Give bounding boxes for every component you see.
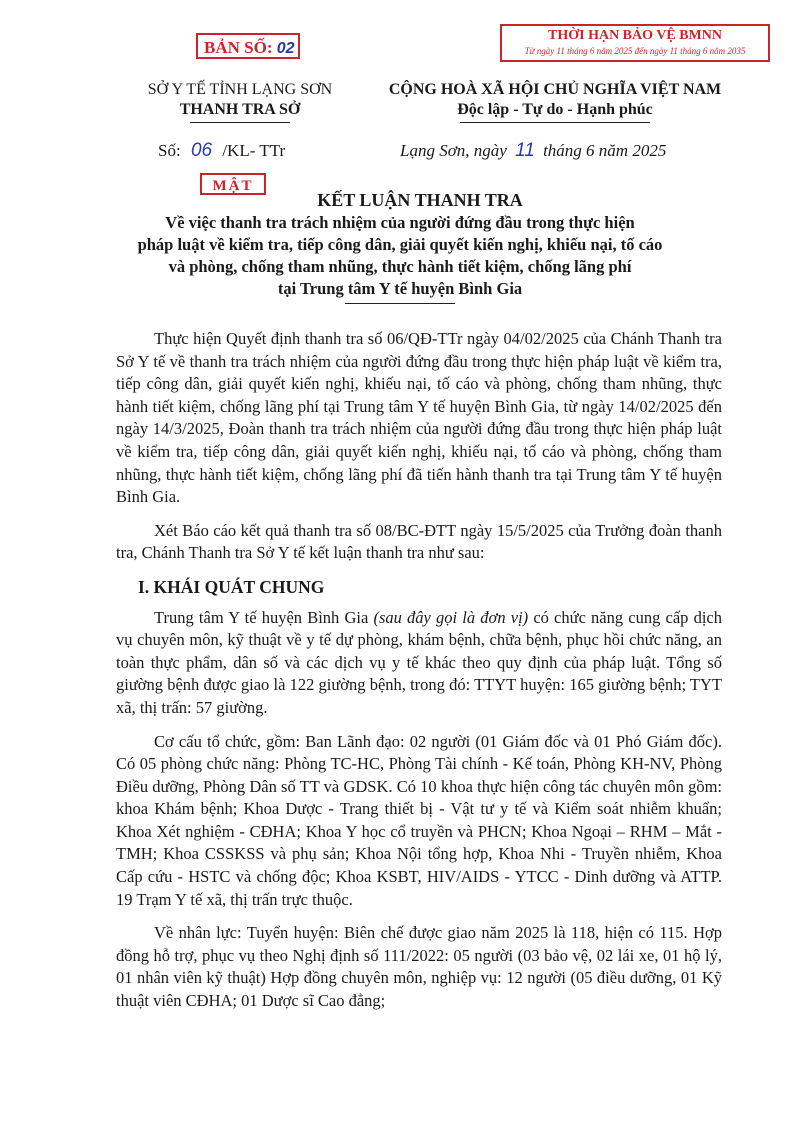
body-paragraph: Về nhân lực: Tuyển huyện: Biên chế được giao năm 2025 là 118, hiện có 115. Hợp đồng hỗ trợ, phục vụ theo Nghị định số 111/2022: 05 người (03 bảo vệ, 02 lái xe, 01 hộ lý, 01 nhân viên kỹ thuật) Hợp đồng chuyên môn, nghiệp vụ: 12 người (05 điều dưỡng, 01 Kỹ thuật viên CĐHA; 01 Dược sĩ Cao đẳng; bbox=[116, 923, 722, 1011]
document-subtitle-line: Về việc thanh tra trách nhiệm của người đứng đầu trong thực hiện bbox=[165, 213, 635, 232]
org-parent: SỞ Y TẾ TỈNH LẠNG SƠN bbox=[147, 81, 333, 98]
doc-date-before: Lạng Sơn, ngày bbox=[400, 141, 507, 160]
stamp-ban-so-value: 02 bbox=[276, 40, 295, 57]
nation-motto: Độc lập - Tự do - Hạnh phúc bbox=[457, 101, 653, 118]
nation-underline bbox=[460, 122, 650, 123]
para-italic-text: (sau đây gọi là đơn vị) bbox=[373, 607, 529, 627]
doc-number-value: 06 bbox=[190, 140, 213, 161]
document-subtitle-line: pháp luật về kiểm tra, tiếp công dân, giải quyết kiến nghị, khiếu nại, tố cáo bbox=[137, 235, 663, 254]
doc-date-day: 11 bbox=[515, 140, 535, 161]
stamp-secret: MẬT bbox=[200, 173, 266, 195]
body-paragraph: Cơ cấu tổ chức, gồm: Ban Lãnh đạo: 02 người (01 Giám đốc và 01 Phó Giám đốc). Có 05 phòng chức năng: Phòng TC-HC, Phòng Tài chính - Kế toán, Phòng KH-NV, Phòng Điều dưỡng, Phòng Dân số TT và GDSK. Có 10 khoa thực hiện công tác chuyên môn gồm: khoa Khám bệnh; Khoa Dược - Trang thiết bị - Vật tư y tế và Kiểm soát nhiễm khuẩn; Khoa Xét nghiệm - CĐHA; Khoa Y học cổ truyền và PHCN; Khoa Ngoại – RHM – Mắt - TMH; Khoa CSSKSS và phụ sản; Khoa Nội tổng hợp, Khoa Nhi - Truyền nhiễm, Khoa Cấp cứu - HSTC và chống độc; Khoa KSBT, HIV/AIDS - YTCC - Dinh dưỡng và ATTP. 19 Trạm Y tế xã, thị trấn trực thuộc. bbox=[116, 731, 722, 909]
para-text: có chức năng cung cấp dịch vụ chuyên môn, kỹ thuật về y tế dự phòng, khám bệnh, chữa bệnh, phục hồi chức năng, an toàn thực phẩm, dân số và các dịch vụ y tế khác theo quy định của pháp luật. Tổng số giường bệnh được giao là 122 giường bệnh, trong đó: TTYT huyện: 165 giường bệnh; TYT xã, thị trấn: 57 giường. bbox=[116, 607, 722, 717]
issuing-organization bbox=[120, 80, 360, 123]
nation-name: CỘNG HOÀ XÃ HỘI CHỦ NGHĨA VIỆT NAM bbox=[388, 81, 722, 98]
national-header bbox=[365, 80, 745, 123]
body-paragraph bbox=[116, 607, 722, 720]
stamp-protection-period bbox=[500, 24, 770, 62]
body-paragraph: Xét Báo cáo kết quả thanh tra số 08/BC-ĐTT ngày 15/5/2025 của Trưởng đoàn thanh tra, Chánh Thanh tra Sở Y tế kết luận thanh tra như sau: bbox=[116, 520, 722, 563]
stamp-protection-title: THỜI HẠN BẢO VỆ BMNN bbox=[548, 28, 722, 43]
document-title-block bbox=[110, 188, 690, 304]
section-heading: I. KHÁI QUÁT CHUNG bbox=[138, 576, 325, 597]
document-subtitle-line: tại Trung tâm Y tế huyện Bình Gia bbox=[277, 279, 523, 298]
para-text: Trung tâm Y tế huyện Bình Gia bbox=[154, 607, 374, 627]
stamp-ban-so-label: BẢN SỐ: bbox=[204, 38, 273, 57]
org-name: THANH TRA SỞ bbox=[179, 101, 301, 118]
document-subtitle-line: và phòng, chống tham nhũng, thực hành tiết kiệm, chống lãng phí bbox=[168, 257, 632, 276]
doc-number-suffix: /KL- TTr bbox=[222, 141, 286, 160]
document-title: KẾT LUẬN THANH TRA bbox=[317, 190, 523, 210]
org-underline bbox=[190, 122, 290, 123]
doc-number-prefix: Số: bbox=[158, 141, 181, 160]
document-number bbox=[158, 140, 285, 162]
document-body bbox=[116, 328, 722, 1024]
stamp-protection-detail: Từ ngày 11 tháng 6 năm 2025 đến ngày 11 tháng 6 năm 2035 bbox=[524, 46, 746, 56]
body-paragraph: Thực hiện Quyết định thanh tra số 06/QĐ-TTr ngày 04/02/2025 của Chánh Thanh tra Sở Y tế về thanh tra trách nhiệm của người đứng đầu trong thực hiện pháp luật về kiểm tra, tiếp công dân, giải quyết kiến nghị, khiếu nại, tố cáo và phòng, chống tham nhũng, thực hành tiết kiệm, chống lãng phí tại Trung tâm Y tế huyện Bình Gia, từ ngày 14/02/2025 đến ngày 14/3/2025, Đoàn thanh tra trách nhiệm của người đứng đầu trong thực hiện pháp luật về kiểm tra, tiếp công dân, giải quyết kiến nghị, khiếu nại, tố cáo và phòng, chống tham nhũng, thực hành tiết kiệm, chống lãng phí đã tiến hành thanh tra tại Trung tâm Y tế huyện Bình Gia. bbox=[116, 329, 722, 507]
title-underline bbox=[345, 303, 455, 304]
doc-date-after: tháng 6 năm 2025 bbox=[543, 141, 667, 160]
document-date bbox=[400, 140, 666, 162]
stamp-ban-so bbox=[196, 33, 300, 59]
